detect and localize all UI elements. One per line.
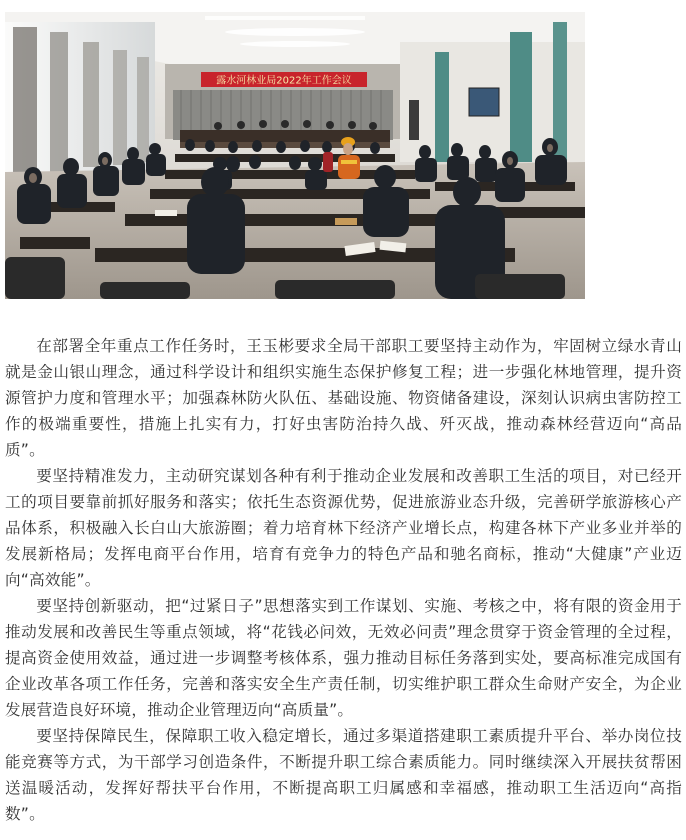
article-paragraph: 在部署全年重点工作任务时，王玉彬要求全局干部职工要坚持主动作为，牢固树立绿水青山就是金山银山理念，通过科学设计和组织实施生态保护修复工程；进一步强化林地管理，提升资源管护力度和管理水平；加强森林防火队伍、基础设施、物资储备建设，深刻认识病虫害防控工作的极端重要性，措施上扎实有力，打好虫害防治持久战、歼灭战，推动森林经营迈向“高品质”。 [5,337,682,459]
meeting-banner [201,72,367,87]
banner-text: 露水河林业局2022年工作会议 [216,75,352,87]
wall-screen [469,88,499,116]
article-paragraph: 要坚持精准发力，主动研究谋划各种有利于推动企业发展和改善职工生活的项目，对已经开工的项目要靠前抓好服务和落实；依托生态资源优势，促进旅游业态升级，完善研学旅游核心产品体系，积极融入长白山大旅游圈；着力培育林下经济产业增长点，构建各林下产业多业并举的发展新格局；发挥电商平台作用，培育有竞争力的特色产品和驰名商标，推动“大健康”产业迈向“高效能”。 [5,467,682,589]
article-paragraph: 要坚持保障民生，保障职工收入稳定增长，通过多渠道搭建职工素质提升平台、举办岗位技能竞赛等方式，为干部学习创造条件，不断提升职工综合素质能力。同时继续深入开展扶贫帮困送温暖活动，发挥好帮扶平台作用，不断提高职工归属感和幸福感，推动职工生活迈向“高指数”。 [5,727,682,823]
meeting-photo [5,12,585,299]
article-paragraph: 要坚持创新驱动，把“过紧日子”思想落实到工作谋划、实施、考核之中，将有限的资金用于推动发展和改善民生等重点领域，将“花钱必问效，无效必问责”理念贯穿于资金管理的全过程，提高资金使用效益，通过进一步调整考核体系，强力推动目标任务落到实处，要高标准完成国有企业改革各项工作任务，完善和落实安全生产责任制，切实维护职工群众生命财产安全，为企业发展营造良好环境，推动企业管理迈向“高质量”。 [5,597,682,719]
article-body [5,333,682,827]
